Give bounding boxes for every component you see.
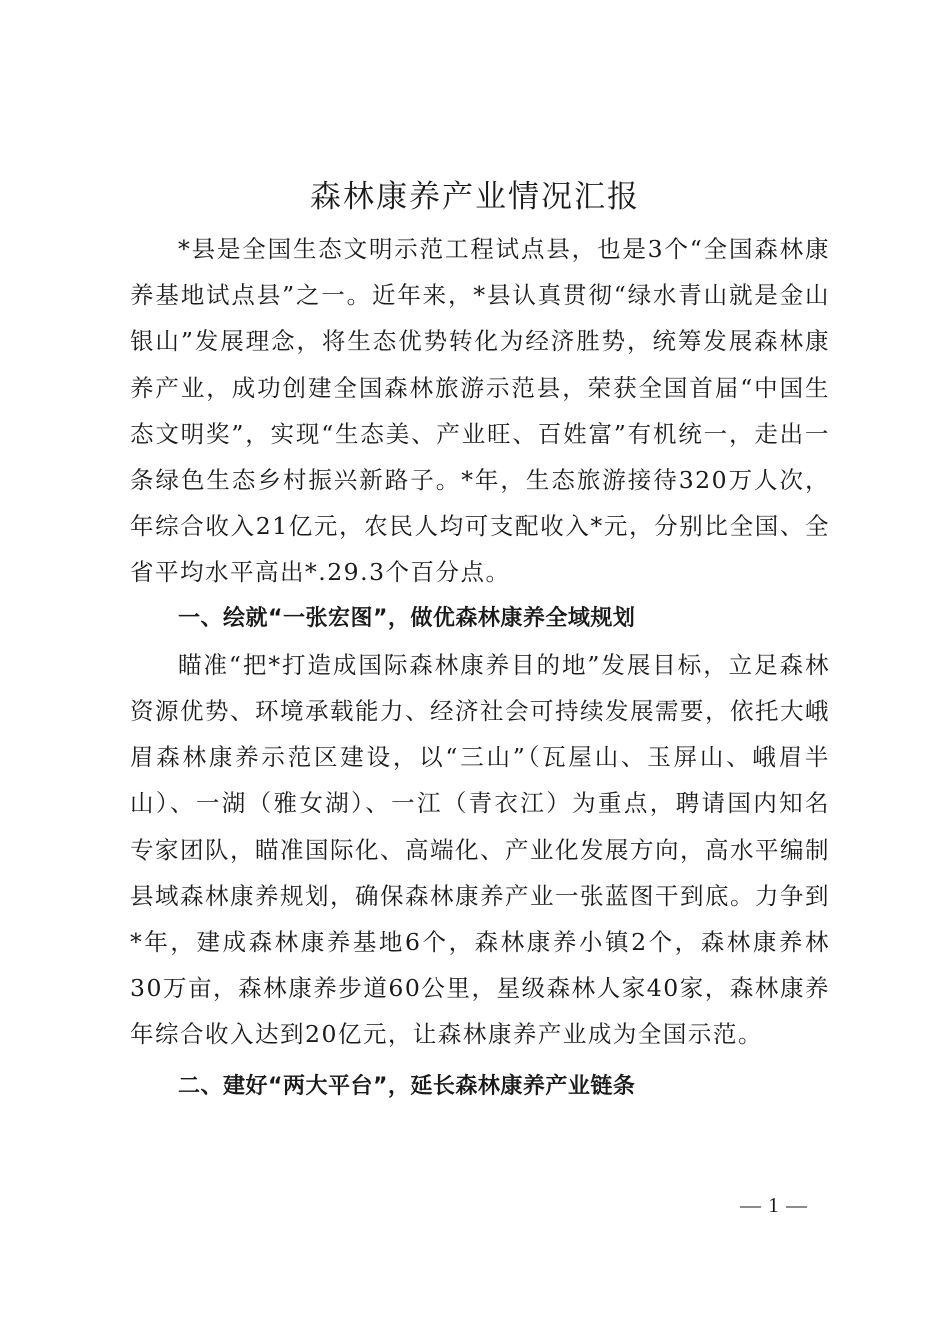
- section-1-paragraph: 瞄准“把*打造成国际森林康养目的地”发展目标，立足森林资源优势、环境承载能力、经济社会可持续发展需要，依托大峨眉森林康养示范区建设，以“三山”（瓦屋山、玉屏山、峨眉半山）、一湖（雅女湖）、一江（青衣江）为重点，聘请国内知名专家团队，瞄准国际化、高端化、产业化发展方向，高水平编制县域森林康养规划，确保森林康养产业一张蓝图干到底。力争到*年，建成森林康养基地6个，森林康养小镇2个，森林康养林30万亩，森林康养步道60公里，星级森林人家40家，森林康养年综合收入达到20亿元，让森林康养产业成为全国示范。: [130, 650, 830, 1049]
- section-2-heading: 二、建好“两大平台”，延长森林康养产业链条: [178, 1073, 636, 1099]
- section-1-heading: 一、绘就“一张宏图”，做优森林康养全域规划: [178, 605, 636, 631]
- intro-paragraph: *县是全国生态文明示范工程试点县，也是3个“全国森林康养基地试点县”之一。近年来，*县认真贯彻“绿水青山就是金山银山”发展理念，将生态优势转化为经济胜势，统筹发展森林康养产业，成功创建全国森林旅游示范县，荣获全国首届“中国生态文明奖”，实现“生态美、产业旺、百姓富”有机统一，走出一条绿色生态乡村振兴新路子。*年，生态旅游接待320万人次，年综合收入21亿元，农民人均可支配收入*元，分别比全国、全省平均水平高出*.29.3个百分点。: [130, 235, 830, 587]
- document-body: [130, 226, 830, 1110]
- document-title: 森林康养产业情况汇报: [310, 179, 640, 215]
- page-number: — 1 —: [740, 1193, 808, 1217]
